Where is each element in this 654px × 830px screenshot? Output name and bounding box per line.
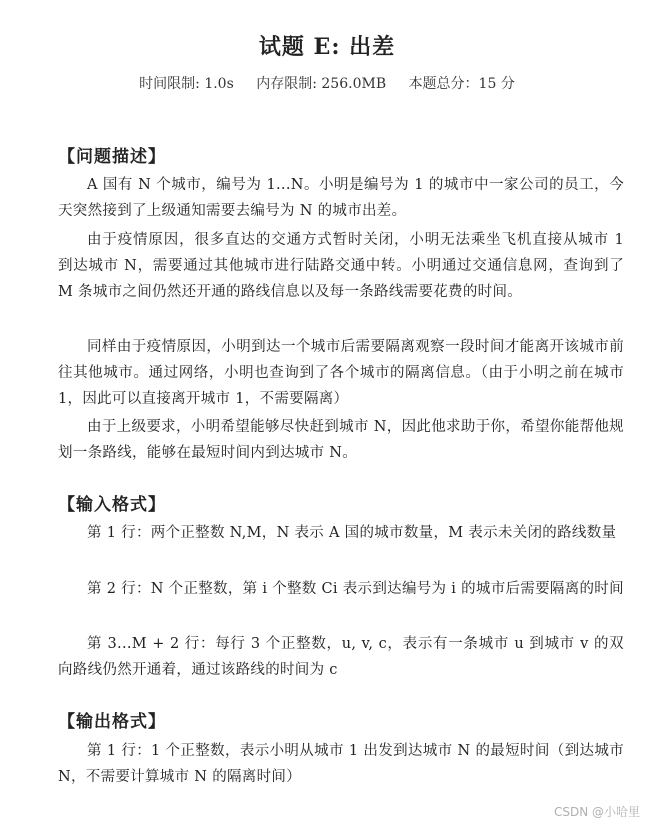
problem-limits <box>0 73 654 93</box>
input-heading: 【输入格式】 <box>58 495 166 515</box>
csdn-watermark: CSDN @小哈里 <box>553 805 640 819</box>
description-paragraph-4: 由于上级要求，小明希望能够尽快赶到城市 N，因此他求助于你，希望你能帮他规划一条路线，能够在最短时间内到达城市 N。 <box>58 419 624 461</box>
total-score: 本题总分：15 分 <box>408 76 515 92</box>
output-heading: 【输出格式】 <box>58 712 166 732</box>
input-line-1: 第 1 行：两个正整数 N,M，N 表示 A 国的城市数量，M 表示未关闭的路线数量 <box>87 525 617 541</box>
time-limit: 时间限制: 1.0s <box>139 76 234 92</box>
description-paragraph-1: A 国有 N 个城市，编号为 1...N。小明是编号为 1 的城市中一家公司的员工，今天突然接到了上级通知需要去编号为 N 的城市出差。 <box>58 177 624 219</box>
problem-title: 试题 E: 出差 <box>258 34 396 60</box>
input-line-2: 第 2 行：N 个正整数，第 i 个整数 Ci 表示到达编号为 i 的城市后需要隔离的时间 <box>87 581 624 597</box>
input-line-3: 第 3...M + 2 行：每行 3 个正整数，u, v, c，表示有一条城市 u 到城市 v 的双向路线仍然开通着，通过该路线的时间为 c <box>58 636 624 678</box>
output-line-1: 第 1 行：1 个正整数，表示小明从城市 1 出发到达城市 N 的最短时间（到达城市 N，不需要计算城市 N 的隔离时间） <box>58 743 624 785</box>
description-heading: 【问题描述】 <box>58 147 166 167</box>
description-paragraph-3: 同样由于疫情原因，小明到达一个城市后需要隔离观察一段时间才能离开该城市前往其他城市。通过网络，小明也查询到了各个城市的隔离信息。（由于小明之前在城市 1，因此可以直接离开城市 1，不需要隔离） <box>58 339 624 407</box>
memory-limit: 内存限制: 256.0MB <box>256 76 387 92</box>
description-paragraph-2: 由于疫情原因，很多直达的交通方式暂时关闭，小明无法乘坐飞机直接从城市 1 到达城市 N，需要通过其他城市进行陆路交通中转。小明通过交通信息网，查询到了 M 条城市之间仍然还开通的路线信息以及每一条路线需要花费的时间。 <box>58 232 624 300</box>
